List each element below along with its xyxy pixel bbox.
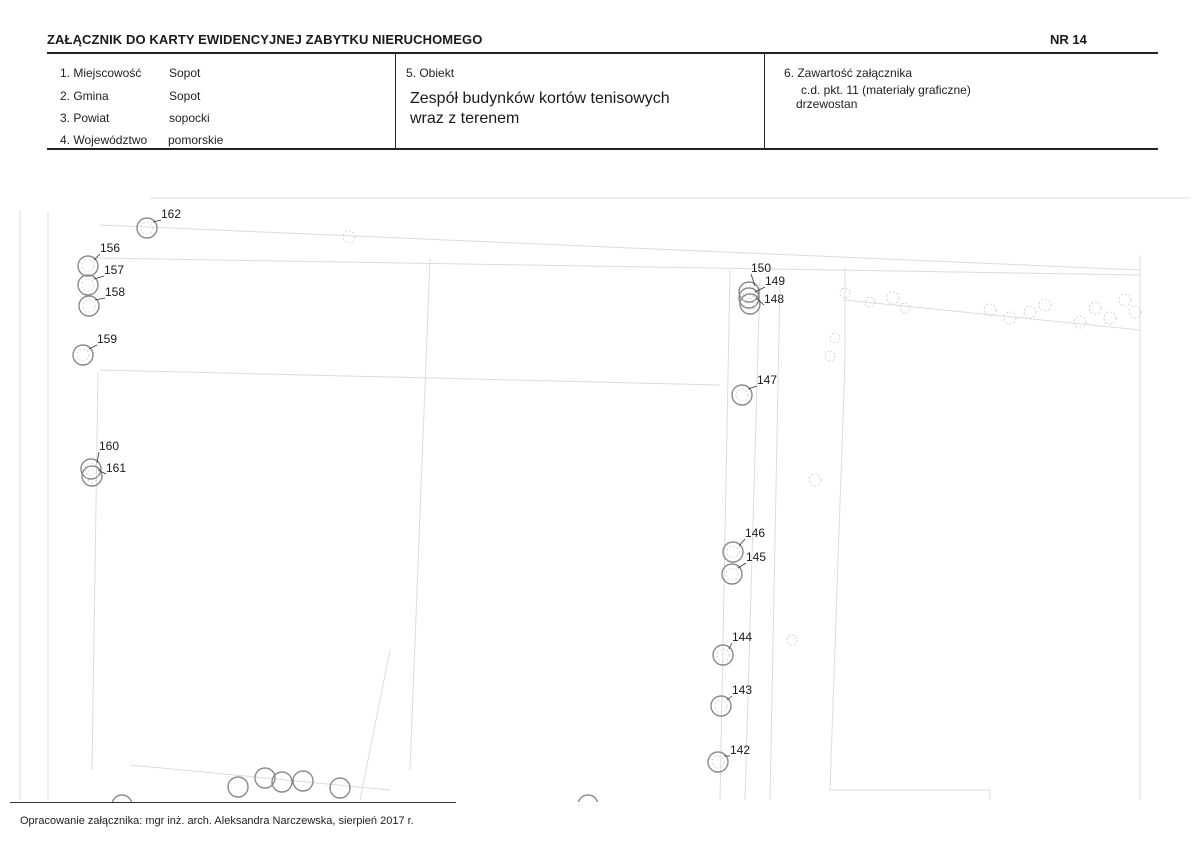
locality-value: Sopot (169, 66, 201, 80)
tree-leader-line-146 (739, 539, 745, 546)
tree-number-158: 158 (105, 285, 126, 299)
tree-marker-159 (73, 345, 93, 365)
tree-number-160: 160 (99, 439, 120, 453)
object-name-line: wraz z terenem (410, 110, 520, 127)
footer-rule (10, 802, 456, 803)
tree-number-labels (89, 207, 785, 757)
footer-author-note: Opracowanie załącznika: mgr inż. arch. Aleksandra Narczewska, sierpień 2017 r. (20, 815, 414, 827)
tree-crown-145 (726, 568, 738, 580)
numbered-tree-markers (73, 218, 760, 772)
contents-line: c.d. pkt. 11 (materiały graficzne) (801, 83, 971, 97)
tree-leader-line-150 (751, 274, 755, 286)
document-number: NR 14 (1050, 32, 1087, 47)
object-label: 5. Obiekt (406, 66, 455, 80)
tree-crown-146 (727, 546, 739, 558)
tree-number-156: 156 (100, 241, 121, 255)
tree-number-147: 147 (757, 373, 778, 387)
small-tree-symbols (343, 231, 1141, 645)
tree-number-162: 162 (161, 207, 182, 221)
tree-marker-157 (78, 275, 98, 295)
tree-crown-156 (82, 260, 94, 272)
tree-crown-162 (141, 222, 153, 234)
voivodeship-value: pomorskie (168, 133, 224, 147)
document-title: ZAŁĄCZNIK DO KARTY EWIDENCYJNEJ ZABYTKU NIERUCHOMEGO (47, 32, 483, 47)
header-column-divider (395, 53, 396, 149)
tree-crown-159 (77, 349, 89, 361)
tree-number-145: 145 (746, 550, 767, 564)
tree-number-143: 143 (732, 683, 753, 697)
tree-leader-line-145 (738, 563, 746, 568)
object-name (410, 89, 740, 129)
voivodeship-label: 4. Województwo (60, 133, 148, 147)
tree-crown-142 (712, 756, 724, 768)
header-column-divider (764, 53, 765, 149)
county-label: 3. Powiat (60, 111, 110, 125)
commune-value: Sopot (169, 89, 201, 103)
commune-label: 2. Gmina (60, 89, 109, 103)
tree-crown-147 (736, 389, 748, 401)
tree-leader-line-159 (89, 345, 97, 349)
tree-number-144: 144 (732, 630, 753, 644)
tree-number-149: 149 (765, 274, 786, 288)
site-plan-lines (20, 198, 1190, 800)
tree-crown-143 (715, 700, 727, 712)
county-value: sopocki (169, 111, 210, 125)
tree-number-150: 150 (751, 261, 772, 275)
tree-number-142: 142 (730, 743, 751, 757)
tree-marker-142 (708, 752, 728, 772)
object-name-line: Zespół budynków kortów tenisowych (410, 90, 670, 107)
unlabeled-tree-markers (112, 768, 598, 802)
tree-number-159: 159 (97, 332, 118, 346)
tree-marker-147 (732, 385, 752, 405)
tree-number-148: 148 (764, 292, 785, 306)
tree-crown-157 (82, 279, 94, 291)
contents-label: 6. Zawartość załącznika (784, 66, 913, 80)
tree-number-146: 146 (745, 526, 766, 540)
contents-line: drzewostan (796, 97, 858, 111)
tree-marker-158 (79, 296, 99, 316)
header-top-rule (47, 52, 1158, 54)
tree-crown-158 (83, 300, 95, 312)
tree-marker-162 (137, 218, 157, 238)
tree-inventory-map (0, 150, 1198, 802)
tree-number-161: 161 (106, 461, 127, 475)
locality-label: 1. Miejscowość (60, 66, 142, 80)
tree-number-157: 157 (104, 263, 125, 277)
